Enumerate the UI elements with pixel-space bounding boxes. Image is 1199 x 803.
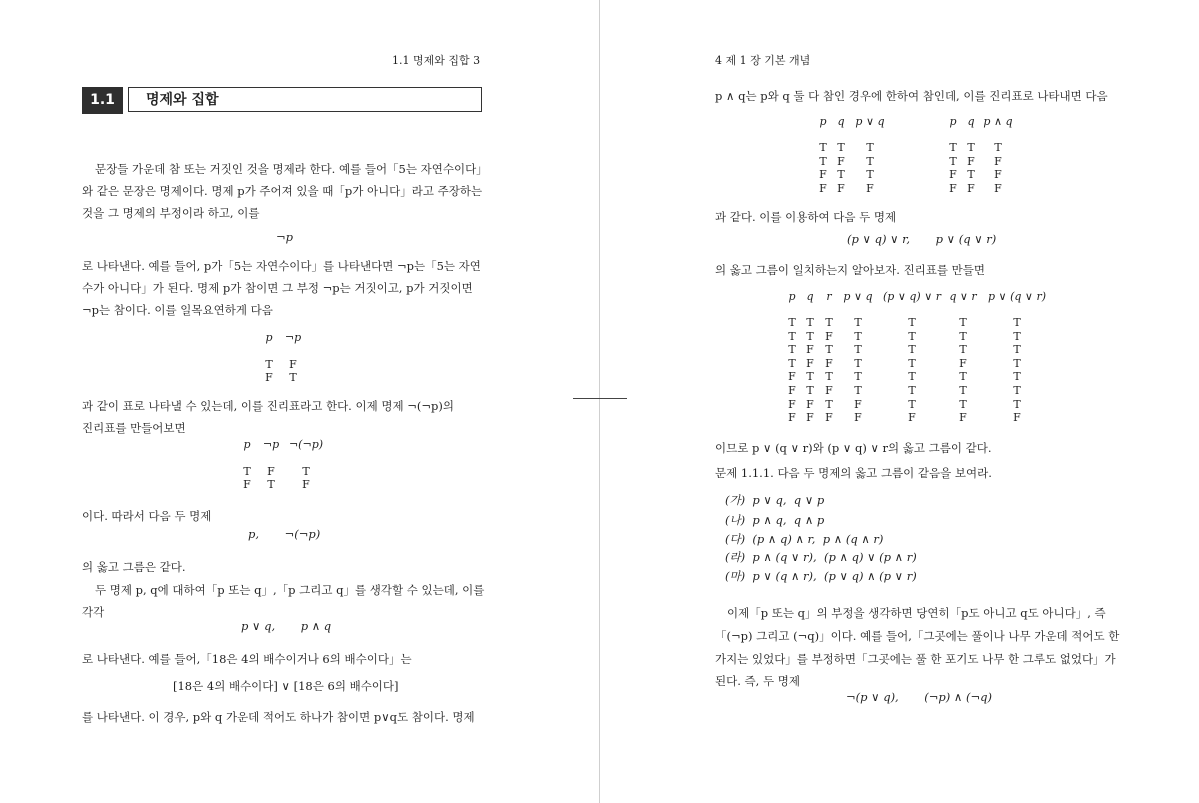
section-number: 1.1	[82, 87, 123, 114]
table-cell: F	[837, 181, 845, 195]
table-cell: F	[788, 370, 796, 384]
table-header: p ∨ q	[843, 290, 873, 303]
body-line: 수가 아니다」가 된다. 명제 p가 참이면 그 부정 ¬p는 거짓이고, p가 거짓이면	[82, 281, 473, 295]
table-cell: T	[1013, 356, 1021, 370]
body-line: 두 명제 p, q에 대하여「p 또는 q」,「p 그리고 q」를 생각할 수 있는데, 이를	[95, 583, 485, 597]
table-cell: T	[967, 141, 975, 154]
table-cell: T	[825, 343, 833, 357]
body-line: 이므로 p ∨ (q ∨ r)와 (p ∨ q) ∨ r의 옳고 그름이 같다.	[715, 441, 992, 455]
table-header: q ∨ r	[949, 290, 977, 303]
table-cell: T	[854, 370, 862, 384]
table-cell: T	[959, 397, 967, 411]
problem-item: (라) p ∧ (q ∨ r), (p ∧ q) ∨ (p ∧ r)	[725, 550, 917, 564]
body-line: 과 같다. 이를 이용하여 다음 두 명제	[715, 210, 897, 224]
table-cell: T	[788, 356, 796, 370]
table-cell: F	[806, 356, 814, 370]
table-header: p ∧ q	[983, 115, 1013, 128]
table-cell: T	[1013, 343, 1021, 357]
table-cell: T	[837, 141, 845, 154]
table-header: p	[243, 438, 251, 451]
table-cell: F	[243, 478, 251, 491]
body-line: 것을 그 명제의 부정이라 하고, 이를	[82, 206, 260, 220]
table-header: p ∨ q	[855, 115, 885, 128]
table-cell: F	[967, 154, 975, 168]
table-cell: F	[949, 181, 957, 195]
table-cell: T	[959, 316, 967, 329]
table-cell: T	[1013, 370, 1021, 384]
table-cell: T	[265, 358, 273, 371]
table-cell: F	[967, 181, 975, 195]
table-cell: T	[806, 384, 814, 397]
table-cell: F	[994, 168, 1002, 181]
formula: p ∨ q, p ∧ q	[241, 619, 332, 633]
table-cell: T	[908, 397, 916, 411]
formula: ¬(p ∨ q), (¬p) ∧ (¬q)	[846, 690, 992, 704]
table-cell: T	[959, 384, 967, 397]
table-header: p	[788, 290, 796, 303]
table-header: ¬p	[284, 331, 302, 344]
formula: ¬p	[276, 230, 293, 244]
table-cell: F	[994, 181, 1002, 195]
table-cell: F	[302, 478, 310, 491]
table-header: p	[949, 115, 957, 128]
table-cell: T	[959, 370, 967, 384]
table-cell: T	[302, 465, 310, 478]
table-cell: T	[289, 371, 297, 384]
table-cell: T	[908, 356, 916, 370]
table-cell: T	[1013, 316, 1021, 329]
problem-item: (나) p ∧ q, q ∧ p	[725, 513, 825, 527]
table-cell: T	[908, 370, 916, 384]
table-cell: F	[825, 384, 833, 397]
table-cell: T	[908, 343, 916, 357]
table-cell: T	[854, 356, 862, 370]
problem-item: (마) p ∨ (q ∧ r), (p ∨ q) ∧ (p ∨ r)	[725, 569, 917, 583]
body-line: 이제「p 또는 q」의 부정을 생각하면 당연히「p도 아니고 q도 아니다」, 즉	[727, 606, 1106, 620]
table-cell: F	[819, 181, 827, 195]
table-cell: T	[837, 168, 845, 181]
table-cell: F	[908, 411, 916, 425]
table-header: p	[265, 331, 273, 344]
body-line: 와 같은 문장은 명제이다. 명제 p가 주어져 있을 때「p가 아니다」라고 주장하는	[82, 184, 483, 198]
page-header: 4 제 1 장 기본 개념	[715, 54, 811, 67]
table-cell: T	[959, 343, 967, 357]
table-cell: T	[788, 316, 796, 329]
table-cell: F	[825, 411, 833, 425]
table-cell: F	[806, 411, 814, 425]
table-cell: T	[806, 370, 814, 384]
table-header: q	[967, 115, 975, 128]
formula: (p ∨ q) ∨ r, p ∨ (q ∨ r)	[847, 232, 997, 246]
table-cell: T	[967, 168, 975, 181]
table-cell: T	[994, 141, 1002, 154]
table-header: r	[826, 290, 832, 303]
table-cell: T	[866, 168, 874, 181]
table-cell: T	[1013, 397, 1021, 411]
table-cell: T	[819, 141, 827, 154]
right-page	[601, 0, 1199, 803]
table-cell: T	[854, 316, 862, 329]
table-cell: F	[819, 168, 827, 181]
body-line: 「(¬p) 그리고 (¬q)」이다. 예를 들어,「그곳에는 풀이나 나무 가운데 적어도 한	[715, 629, 1120, 643]
body-line: 로 나타낸다. 예를 들어, p가「5는 자연수이다」를 나타낸다면 ¬p는「5는 자연	[82, 259, 481, 273]
table-header: p	[819, 115, 827, 128]
table-cell: T	[866, 154, 874, 168]
table-cell: T	[825, 370, 833, 384]
table-cell: F	[949, 168, 957, 181]
table-cell: T	[1013, 329, 1021, 343]
body-line: 의 옳고 그름이 일치하는지 알아보자. 진리표를 만들면	[715, 263, 985, 277]
table-cell: T	[243, 465, 251, 478]
section-title: 명제와 집합	[128, 87, 482, 112]
formula: [18은 4의 배수이다] ∨ [18은 6의 배수이다]	[173, 679, 399, 693]
table-cell: F	[866, 181, 874, 195]
table-cell: T	[825, 397, 833, 411]
problem-heading: 문제 1.1.1. 다음 두 명제의 옳고 그름이 같음을 보여라.	[715, 466, 992, 480]
table-cell: F	[788, 384, 796, 397]
body-line: p ∧ q는 p와 q 둘 다 참인 경우에 한하여 참인데, 이를 진리표로 나타내면 다음	[715, 89, 1108, 103]
body-line: 이다. 따라서 다음 두 명제	[82, 509, 212, 523]
problem-item: (다) (p ∧ q) ∧ r, p ∧ (q ∧ r)	[725, 532, 884, 546]
table-cell: T	[819, 154, 827, 168]
table-cell: F	[959, 356, 967, 370]
table-cell: T	[854, 343, 862, 357]
problem-item: (가) p ∨ q, q ∨ p	[725, 493, 825, 507]
table-cell: T	[949, 154, 957, 168]
table-cell: T	[788, 343, 796, 357]
table-cell: T	[806, 316, 814, 329]
table-cell: F	[854, 397, 862, 411]
table-cell: F	[806, 343, 814, 357]
table-cell: T	[854, 384, 862, 397]
table-cell: F	[267, 465, 275, 478]
table-header: (p ∨ q) ∨ r	[882, 290, 941, 303]
table-cell: F	[788, 397, 796, 411]
table-cell: T	[908, 316, 916, 329]
body-line: 각각	[82, 605, 105, 619]
table-cell: F	[825, 329, 833, 343]
table-cell: T	[267, 478, 275, 491]
body-line: ¬p는 참이다. 이를 일목요연하게 다음	[82, 303, 273, 317]
table-header: q	[837, 115, 845, 128]
table-header: p ∨ (q ∨ r)	[987, 290, 1046, 303]
table-cell: T	[959, 329, 967, 343]
table-cell: T	[1013, 384, 1021, 397]
table-cell: T	[908, 329, 916, 343]
table-cell: F	[1013, 411, 1021, 425]
table-cell: T	[854, 329, 862, 343]
table-cell: T	[806, 329, 814, 343]
table-cell: T	[908, 384, 916, 397]
table-cell: F	[265, 371, 273, 384]
table-cell: F	[806, 397, 814, 411]
table-cell: F	[289, 358, 297, 371]
body-line: 된다. 즉, 두 명제	[715, 674, 800, 688]
table-cell: F	[994, 154, 1002, 168]
body-line: 의 옳고 그름은 같다.	[82, 560, 186, 574]
table-cell: T	[949, 141, 957, 154]
table-cell: F	[837, 154, 845, 168]
table-header: ¬(¬p)	[288, 438, 324, 451]
table-cell: F	[854, 411, 862, 425]
body-line: 를 나타낸다. 이 경우, p와 q 가운데 적어도 하나가 참이면 p∨q도 참이다. 명제	[82, 710, 475, 724]
body-line: 진리표를 만들어보면	[82, 421, 186, 435]
table-cell: F	[788, 411, 796, 425]
body-line: 문장들 가운데 참 또는 거짓인 것을 명제라 한다. 예를 들어「5는 자연수이다」	[95, 162, 488, 176]
table-cell: F	[825, 356, 833, 370]
table-header: q	[806, 290, 814, 303]
table-cell: F	[959, 411, 967, 425]
table-cell: T	[825, 316, 833, 329]
table-header: ¬p	[262, 438, 280, 451]
body-line: 가지는 있었다」를 부정하면「그곳에는 풀 한 포기도 나무 한 그루도 없었다」가	[715, 652, 1116, 666]
page-header: 1.1 명제와 집합 3	[392, 54, 481, 67]
table-cell: T	[788, 329, 796, 343]
body-line: 과 같이 표로 나타낼 수 있는데, 이를 진리표라고 한다. 이제 명제 ¬(¬p)의	[82, 399, 454, 413]
table-cell: T	[866, 141, 874, 154]
formula: p, ¬(¬p)	[248, 527, 321, 541]
body-line: 로 나타낸다. 예를 들어,「18은 4의 배수이거나 6의 배수이다」는	[82, 652, 412, 666]
